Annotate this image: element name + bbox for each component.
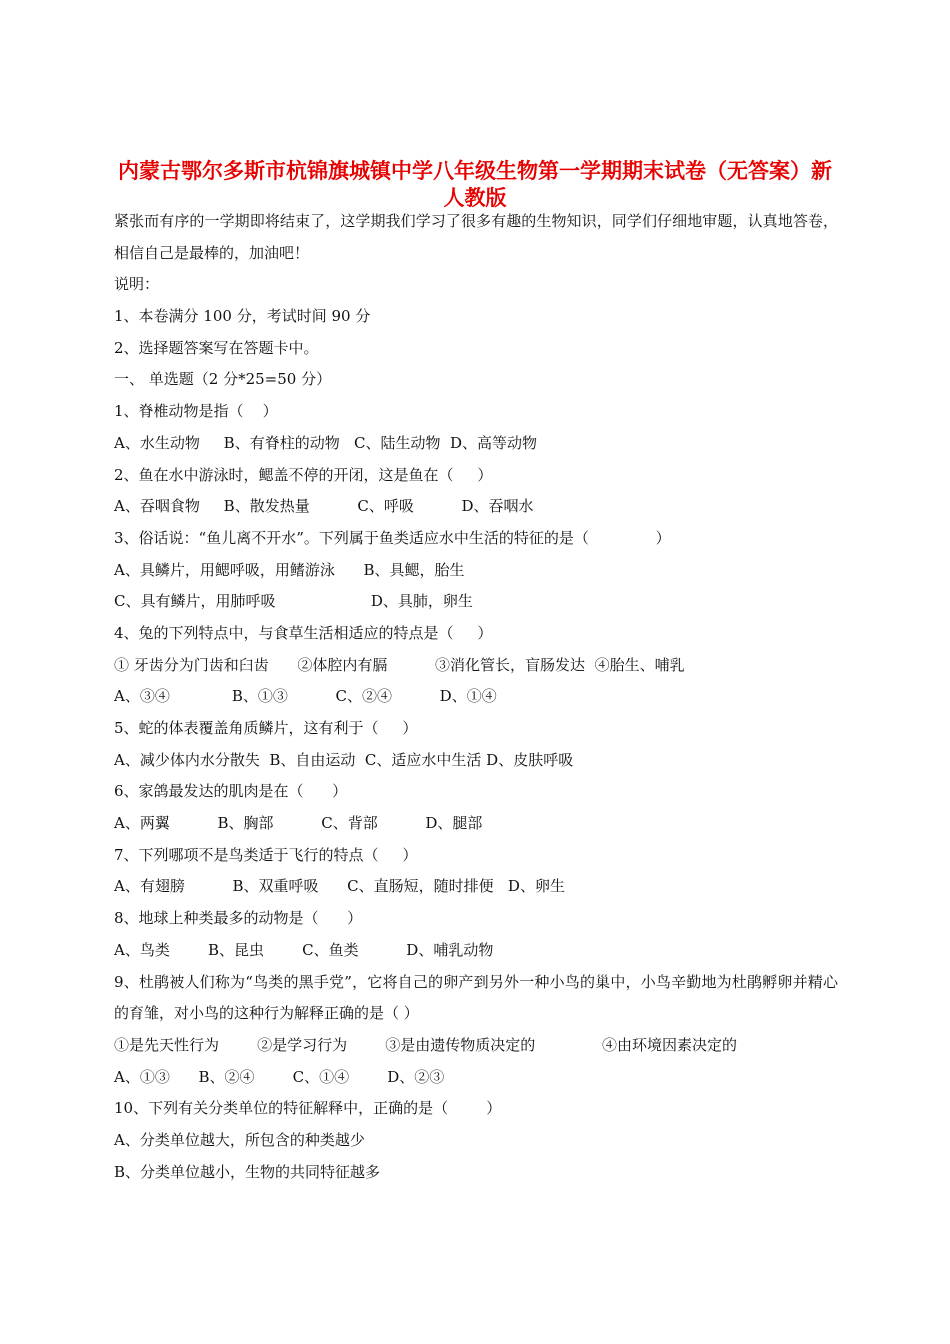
exam-title: 内蒙古鄂尔多斯市杭锦旗城镇中学八年级生物第一学期期末试卷（无答案）新人教版 xyxy=(118,159,832,210)
text-line: 5、蛇的体表覆盖角质鳞片，这有利于（ ） xyxy=(114,719,418,738)
text-line: A、减少体内水分散失 B、自由运动 C、适应水中生活 D、皮肤呼吸 xyxy=(114,750,574,769)
text-line: 2、选择题答案写在答题卡中。 xyxy=(114,338,319,357)
text-line: ①是先天性行为 ②是学习行为 ③是由遗传物质决定的 ④由环境因素决定的 xyxy=(114,1035,738,1054)
text-line: 8、地球上种类最多的动物是（ ） xyxy=(114,909,363,928)
text-line: A、③④ B、①③ C、②④ D、①④ xyxy=(114,687,497,706)
text-line: A、两翼 B、胸部 C、背部 D、腿部 xyxy=(114,814,483,833)
question-9: 9、杜鹃被人们称为“鸟类的黑手党”，它将自己的卵产到另外一种小鸟的巢中，小鸟辛勤地为杜鹃孵卵并精心的育雏，对小鸟的这种行为解释正确的是（ ） xyxy=(114,972,838,1023)
text-line: A、鸟类 B、昆虫 C、鱼类 D、哺乳动物 xyxy=(114,940,494,959)
text-line: 1、脊椎动物是指（ ） xyxy=(114,402,278,421)
text-line: 7、下列哪项不是鸟类适于飞行的特点（ ） xyxy=(114,845,418,864)
text-line: A、具鳞片，用鳃呼吸，用鳍游泳 B、具鳃，胎生 xyxy=(114,560,465,579)
text-line: A、分类单位越大，所包含的种类越少 xyxy=(114,1131,365,1149)
text-line: A、有翅膀 B、双重呼吸 C、直肠短，随时排便 D、卵生 xyxy=(114,877,565,896)
text-line: 4、兔的下列特点中，与食草生活相适应的特点是（ ） xyxy=(114,623,493,642)
intro-paragraph: 紧张而有序的一学期即将结束了，这学期我们学习了很多有趣的生物知识，同学们仔细地审题，认真地答卷，相信自己是最棒的，加油吧！ xyxy=(114,212,838,262)
exam-body xyxy=(114,206,838,1188)
text-line: A、吞咽食物 B、散发热量 C、呼吸 D、吞咽水 xyxy=(114,497,534,516)
text-line: 10、下列有关分类单位的特征解释中，正确的是（ ） xyxy=(114,1099,502,1118)
text-line: 说明： xyxy=(114,275,160,294)
text-line: ① 牙齿分为门齿和臼齿 ②体腔内有膈 ③消化管长，盲肠发达 ④胎生、哺乳 xyxy=(114,655,685,674)
text-line: B、分类单位越小，生物的共同特征越多 xyxy=(114,1162,381,1181)
text-line: 一、 单选题（2 分*25=50 分） xyxy=(114,370,332,389)
text-line: C、具有鳞片，用肺呼吸 D、具肺，卵生 xyxy=(114,592,473,611)
text-line: 6、家鸽最发达的肌肉是在（ ） xyxy=(114,782,348,801)
text-line: 1、本卷满分 100 分，考试时间 90 分 xyxy=(114,307,371,326)
text-line: A、水生动物 B、有脊柱的动物 C、陆生动物 D、高等动物 xyxy=(114,433,538,452)
text-line: A、①③ B、②④ C、①④ D、②③ xyxy=(114,1067,445,1086)
text-line: 2、鱼在水中游泳时，鳃盖不停的开闭，这是鱼在（ ） xyxy=(114,465,493,484)
text-line: 3、俗话说：“鱼儿离不开水”。下列属于鱼类适应水中生活的特征的是（ ） xyxy=(114,528,671,547)
